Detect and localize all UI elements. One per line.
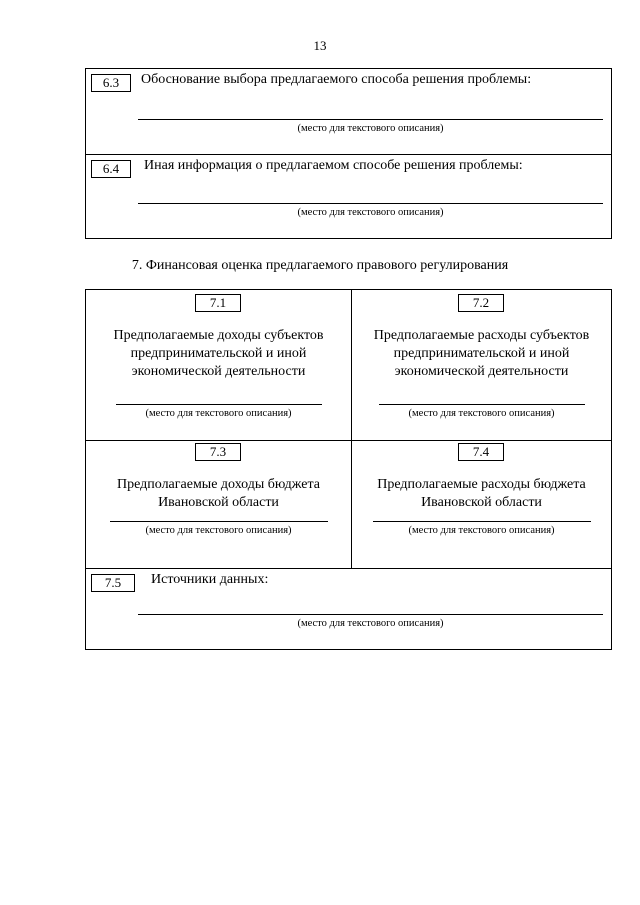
item-title-7-5: Источники данных: xyxy=(151,572,269,587)
text-line xyxy=(379,404,585,405)
placeholder-text[interactable]: (место для текстового описания) xyxy=(297,207,444,218)
text-line xyxy=(110,521,328,522)
item-code-6-3: 6.3 xyxy=(91,74,131,92)
item-title-7-3: Предполагаемые доходы бюджета Ивановской области xyxy=(117,477,320,510)
text-line xyxy=(138,614,603,615)
finance-grid xyxy=(85,289,612,569)
text-line xyxy=(138,119,603,120)
grid-horizontal-divider xyxy=(86,440,612,441)
item-title-6-4: Иная информация о предлагаемом способе решения проблемы: xyxy=(144,158,523,173)
placeholder-text[interactable]: (место для текстового описания) xyxy=(408,408,555,419)
placeholder-text[interactable]: (место для текстового описания) xyxy=(297,123,444,134)
text-line xyxy=(373,521,591,522)
item-title-7-2: Предполагаемые расходы субъектов предпринимательской и иной экономической деятельности xyxy=(373,328,590,379)
text-line xyxy=(138,203,603,204)
item-code-7-3: 7.3 xyxy=(195,443,241,461)
page-number: 13 xyxy=(313,38,327,53)
item-code-6-4: 6.4 xyxy=(91,160,131,178)
item-code-7-2: 7.2 xyxy=(458,294,504,312)
placeholder-text[interactable]: (место для текстового описания) xyxy=(145,525,292,536)
item-code-7-5: 7.5 xyxy=(91,574,135,592)
section-7-title: 7. Финансовая оценка предлагаемого правового регулирования xyxy=(131,258,509,273)
box-6-3 xyxy=(85,68,612,155)
item-title-6-3: Обоснование выбора предлагаемого способа решения проблемы: xyxy=(141,72,532,87)
placeholder-text[interactable]: (место для текстового описания) xyxy=(408,525,555,536)
box-6-4 xyxy=(85,154,612,239)
item-code-7-4: 7.4 xyxy=(458,443,504,461)
item-code-7-1: 7.1 xyxy=(195,294,241,312)
item-title-7-1: Предполагаемые доходы субъектов предпринимательской и иной экономической деятельности xyxy=(113,328,324,379)
text-line xyxy=(116,404,322,405)
grid-vertical-divider xyxy=(351,290,352,569)
placeholder-text[interactable]: (место для текстового описания) xyxy=(145,408,292,419)
placeholder-text[interactable]: (место для текстового описания) xyxy=(297,618,444,629)
item-title-7-4: Предполагаемые расходы бюджета Ивановской области xyxy=(377,477,586,510)
box-7-5 xyxy=(85,568,612,650)
